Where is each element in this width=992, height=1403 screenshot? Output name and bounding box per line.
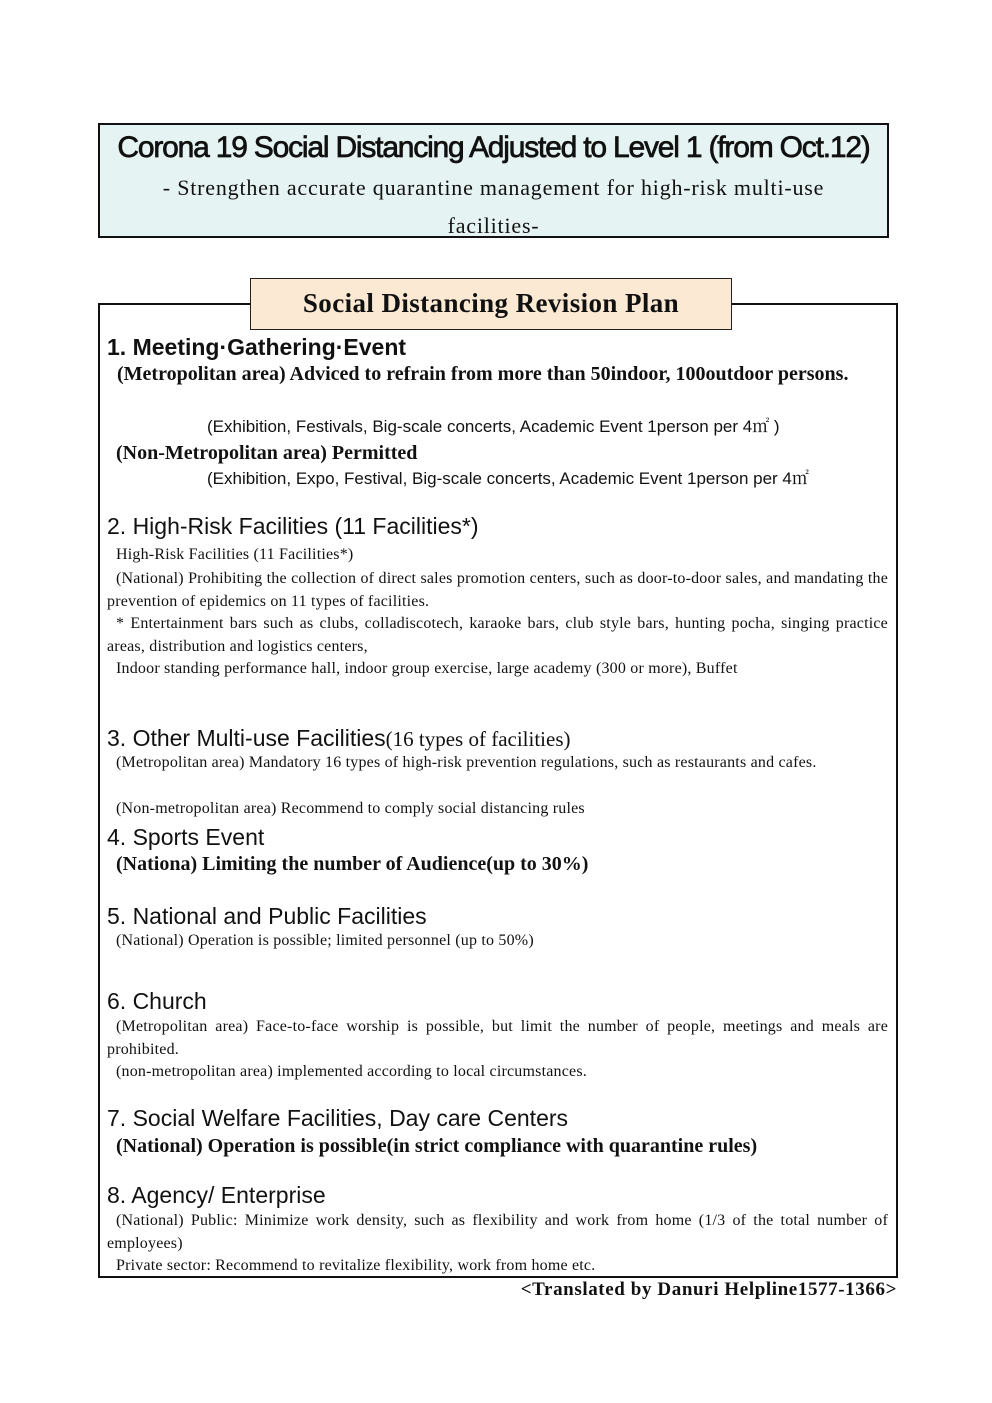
section-2-national: (National) Prohibiting the collection of direct sales promotion centers, such as door-to-door sales, and mandating the prevention of epidemics on 11 types of facilities. [107,570,888,610]
page-subtitle: - Strengthen accurate quarantine management for high-risk multi-use facilities- [162,175,825,238]
section-3-heading-suffix: (16 types of facilities) [385,727,571,751]
section-6-metro: (Metropolitan area) Face-to-face worship is possible, but limit the number of people, meetings and meals are prohibited. [107,1018,888,1058]
section-6-non-metro: (non-metropolitan area) implemented according to local circumstances. [116,1063,587,1080]
revision-plan-label: Social Distancing Revision Plan [250,278,732,330]
section-3-non-metro: (Non-metropolitan area) Recommend to comply social distancing rules [116,800,585,817]
section-8-heading: 8. Agency/ Enterprise [107,1182,326,1208]
section-1-non-metro: (Non-Metropolitan area) Permitted [116,442,418,464]
section-1-metro-note: (Exhibition, Festivals, Big-scale concerts, Academic Event 1person per 4㎡ ) [207,417,780,436]
section-2-list-2: Indoor standing performance hall, indoor group exercise, large academy (300 or more), Buffet [116,660,738,677]
section-7-heading: 7. Social Welfare Facilities, Day care Centers [107,1105,569,1131]
section-3-metro: (Metropolitan area) Mandatory 16 types of high-risk prevention regulations, such as restaurants and cafes. [116,754,817,771]
section-6-heading: 6. Church [107,988,207,1014]
section-1-non-metro-note: (Exhibition, Expo, Festival, Big-scale concerts, Academic Event 1person per 4㎡ [207,469,809,488]
section-3-heading-text: 3. Other Multi-use Facilities [107,725,386,751]
section-4-heading: 4. Sports Event [107,824,265,850]
section-4-national: (Nationa) Limiting the number of Audience(up to 30%) [116,853,589,875]
page-title: Corona 19 Social Distancing Adjusted to Level 1 (from Oct.12) [117,131,870,164]
section-2-heading: 2. High-Risk Facilities (11 Facilities*) [107,513,479,539]
section-1-heading: 1. Meeting·Gathering·Event [107,334,407,360]
translation-credit: <Translated by Danuri Helpline1577-1366> [520,1279,897,1300]
section-1-metro: (Metropolitan area) Adviced to refrain from more than 50indoor, 100outdoor persons. [117,363,849,385]
section-2-sub: High-Risk Facilities (11 Facilities*) [116,546,354,563]
section-2-list: * Entertainment bars such as clubs, colladiscotech, karaoke bars, club style bars, hunting pocha, singing practice areas, distribution and logistics centers, [107,615,888,655]
section-7-national: (National) Operation is possible(in strict compliance with quarantine rules) [116,1135,758,1157]
section-8-national: (National) Public: Minimize work density, such as flexibility and work from home (1/3 of the total number of employees) [107,1212,888,1252]
section-8-private: Private sector: Recommend to revitalize flexibility, work from home etc. [116,1257,596,1274]
section-5-heading: 5. National and Public Facilities [107,903,427,929]
section-5-national: (National) Operation is possible; limited personnel (up to 50%) [116,932,534,949]
section-3-heading [107,724,888,753]
title-box [98,123,889,238]
